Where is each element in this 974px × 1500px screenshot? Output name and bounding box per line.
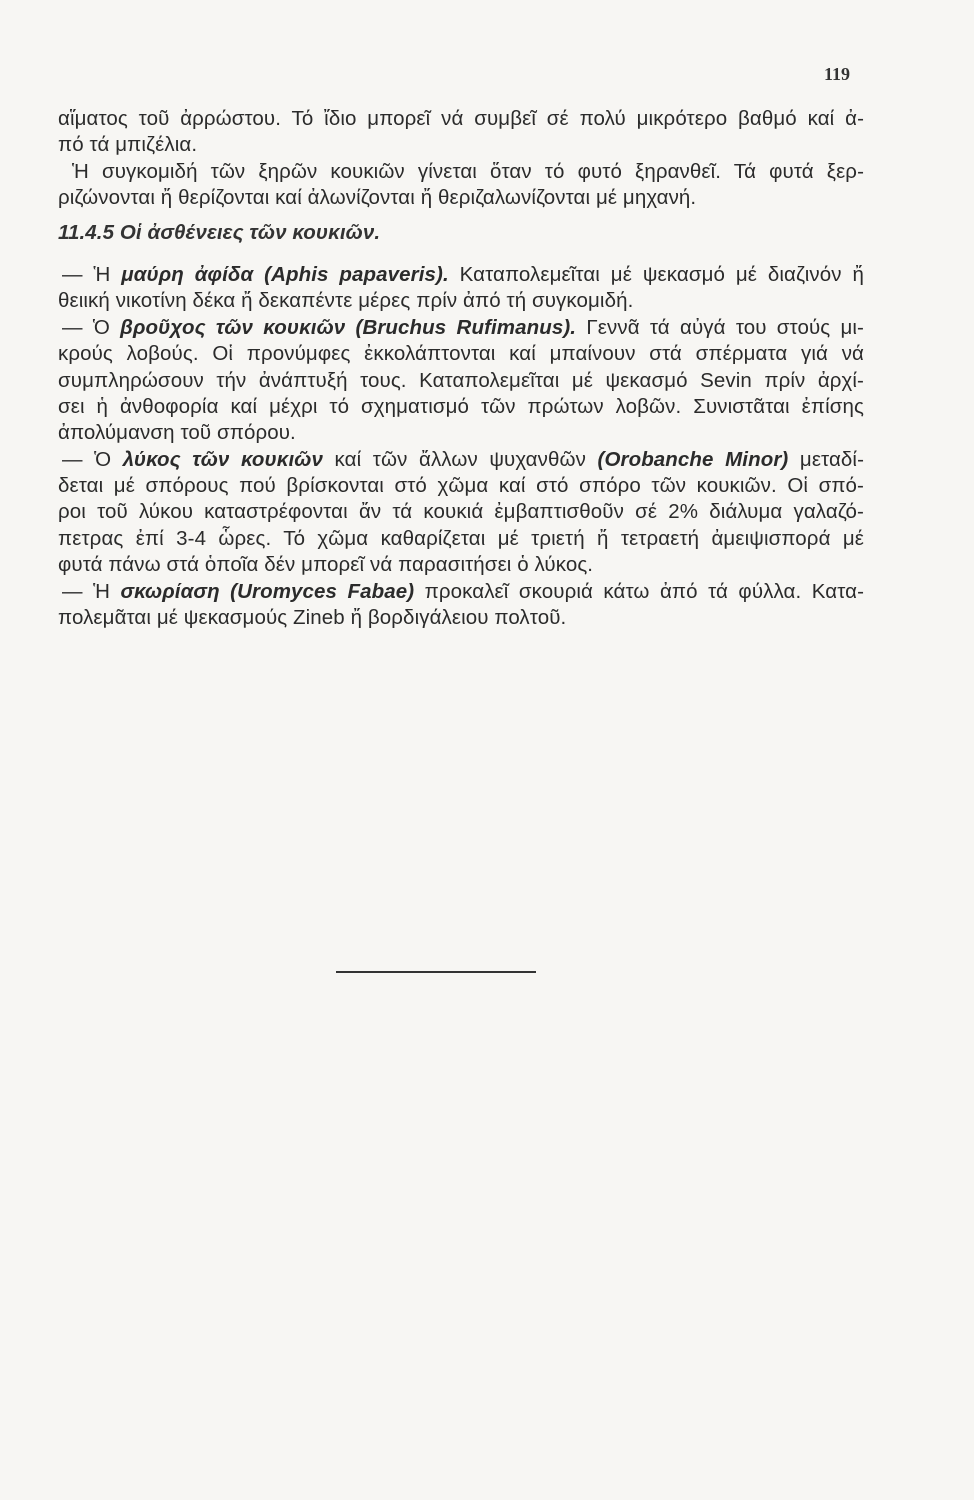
paragraph-aphis-line [58,262,864,288]
paragraph-uromyces-line [58,579,864,605]
text-line: φυτά πάνω στά ὁποῖα δέν μπορεῖ νά παρασιτήσει ὁ λύκος. [58,553,594,577]
text-line: σει ἡ ἀνθοφορία καί μέχρι τό σχηματισμό τῶν πρώτων λοβῶν. Συνιστᾶται ἐπίσης [58,394,864,418]
text-line: αἵματος τοῦ ἀρρώστου. Τό ἴδιο μπορεῖ νά συμβεῖ σέ πολύ μικρότερο βαθμό καί ἀ- [58,107,864,130]
paragraph-orobanche-line [58,447,864,473]
page-body [58,106,864,631]
text-line: Ἡ συγκομιδή τῶν ξηρῶν κουκιῶν γίνεται ὅταν τό φυτό ξηρανθεῖ. Τά φυτά ξερ- [72,159,864,183]
text-line: ἀπολύμανση τοῦ σπόρου. [58,421,296,445]
text-line: πολεμᾶται μέ ψεκασμούς Zineb ἤ βορδιγάλειου πολτοῦ. [58,606,567,630]
term-orobanche-latin: (Orobanche Minor) [597,447,789,471]
text-line: θειική νικοτίνη δέκα ἤ δεκαπέντε μέρες πρίν ἀπό τή συγκομιδή. [58,289,634,313]
text-span: Καταπολεμεῖται μέ ψεκασμό μέ διαζινόν ἤ [448,262,864,286]
dash-prefix: — Ὁ [62,315,121,339]
text-line: πετρας ἐπί 3-4 ὧρες. Τό χῶμα καθαρίζεται μέ τριετή ἤ τετραετή ἀμειψισπορά μέ [58,526,864,550]
paragraph-bruchus-line [58,315,864,341]
page-number: 119 [823,64,850,84]
text-span: προκαλεῖ σκουριά κάτω ἀπό τά φύλλα. Κατα- [414,579,864,603]
text-line: ροι τοῦ λύκου καταστρέφονται ἄν τά κουκιά ἐμβαπτισθοῦν σέ 2% διάλυμα γαλαζό- [58,500,864,524]
text-line: συμπληρώσουν τήν ἀνάπτυξή τους. Καταπολεμεῖται μέ ψεκασμό Sevin πρίν ἀρχί- [58,368,864,392]
term-uromyces: σκωρίαση (Uromyces Fabae) [120,579,415,603]
dash-prefix: — Ἡ [62,262,122,286]
section-heading-text: 11.4.5 Οἱ ἀσθένειες τῶν κουκιῶν. [58,220,381,244]
dash-prefix: — Ὁ [62,447,123,471]
term-aphis: μαύρη ἀφίδα (Aphis papaveris). [121,262,449,286]
term-orobanche-greek: λύκος τῶν κουκιῶν [122,447,323,471]
text-line: κρούς λοβούς. Οἱ προνύμφες ἐκκολάπτονται καί μπαίνουν στά σπέρματα γιά νά [58,342,864,366]
text-line: δεται μέ σπόρους πού βρίσκονται στό χῶμα καί στό σπόρο τῶν κουκιῶν. Οἱ σπό- [58,474,864,498]
text-span: Γεννᾶ τά αὐγά του στούς μι- [576,315,864,339]
dash-prefix: — Ἡ [62,579,121,603]
text-line: ριζώνονται ἤ θερίζονται καί ἀλωνίζονται ἤ θεριζαλωνίζονται μέ μηχανή. [58,186,697,210]
text-span: καί τῶν ἄλλων ψυχανθῶν [322,447,598,471]
text-line: πό τά μπιζέλια. [58,133,198,157]
text-span: μεταδί- [788,447,865,471]
end-rule [336,971,536,973]
section-heading [58,220,864,246]
term-bruchus: βροῦχος τῶν κουκιῶν (Bruchus Rufimanus). [120,315,577,339]
